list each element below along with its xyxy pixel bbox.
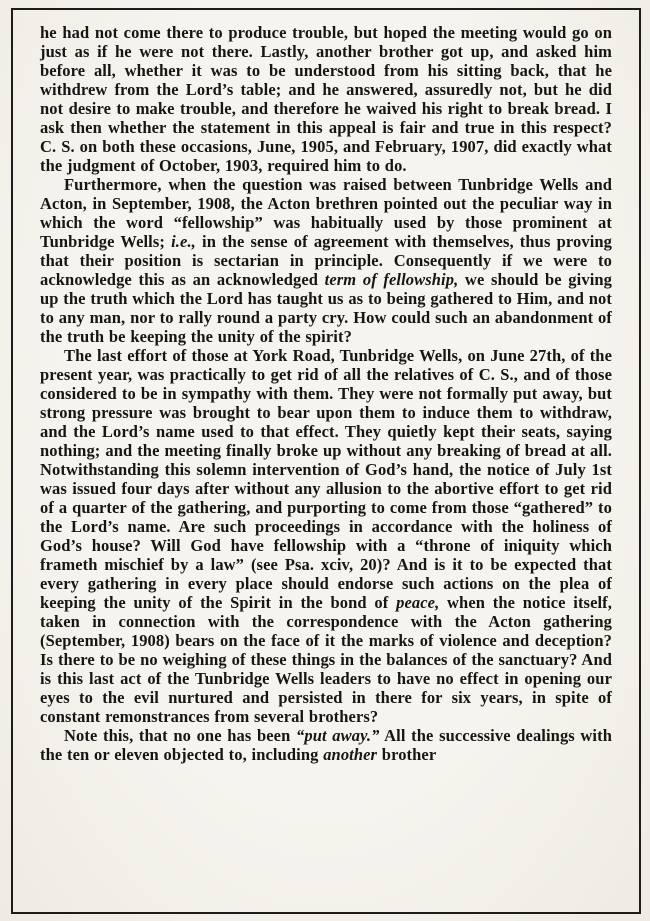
text-segment: The last effort of those at York Road, Tunbridge Wells, on June 27th, of the present year, was practically to get rid of all the relatives of C. S., and of those considered to be in sympathy with them. They were not formally put away, but strong pressure was brought to bear upon them to induce them to withdraw, and the Lord’s name used to that effect. They quietly kept their seats, saying nothing; and the meeting finally broke up without any breaking of bread at all. Notwithstanding this solemn intervention of God’s hand, the notice of July 1st was issued four days after without any allusion to the abortive effort to get rid of a quarter of the gathering, and purporting to come from those “gathered” to the Lord’s name. Are such proceedings in accordance with the holiness of God’s house? Will God have fellowship with a “throne of iniquity which frameth mischief by a law” (see Psa. xciv, 20)? And is it to be expected that every gathering in every place should endorse such actions on the plea of keeping the unity of the Spirit in the bond of: [40, 346, 612, 612]
text-segment-italic: i.e.,: [171, 232, 196, 251]
paragraph-furthermore: [40, 175, 612, 346]
text-segment-italic: “put away.”: [296, 726, 380, 745]
text-segment: we should be giving up the truth which the Lord has taught us as to being gathered to Him, and not to any man, nor to rally round a party cry. How could such an abandonment of the truth be keeping the unity of the spirit?: [40, 270, 613, 346]
text-segment: when the notice itself, taken in connection with the correspondence with the Acton gathering (September, 1908) bears on the face of it the marks of violence and deception? Is there to be no weighing of these things in the balances of the sanctuary? And is this last act of the Tunbridge Wells leaders to have no effect in opening our eyes to the evil nurtured and persisted in there for six years, in spite of constant remonstrances from several brothers?: [40, 593, 612, 726]
text-segment: brother: [377, 745, 437, 764]
paragraph-last-effort: [40, 346, 612, 726]
text-segment-italic: another: [323, 745, 378, 764]
text-segment-italic: peace,: [396, 593, 440, 612]
page-text: [40, 23, 612, 764]
text-segment: he had not come there to produce trouble, but hoped the meeting would go on just as if he were not there. Lastly, another brother got up, and asked him before all, whether it was to be understood from his sitting back, that he withdrew from the Lord’s table; and he answered, assuredly not, but he did not desire to make trouble, and therefore he waived his right to break bread. I ask then whether the statement in this appeal is fair and true in this respect? C. S. on both these occasions, June, 1905, and February, 1907, did exactly what the judgment of October, 1903, required him to do.: [40, 23, 612, 175]
text-segment: All the successive dealings with the ten or eleven objected to, including: [40, 726, 612, 764]
paragraph-continuation: [40, 23, 612, 175]
paragraph-note-this: [40, 726, 612, 764]
text-segment-italic: term of fellowship,: [324, 270, 459, 289]
text-segment: Note this, that no one has been: [64, 726, 296, 745]
text-segment: Furthermore, when the question was raised between Tunbridge Wells and Acton, in September, 1908, the Acton brethren pointed out the peculiar way in which the word “fellowship” was habitually used by those prominent at Tunbridge Wells;: [40, 175, 612, 251]
text-segment: in the sense of agreement with themselves, thus proving that their position is sectarian in principle. Consequently if we were to acknowledge this as an acknowledged: [40, 232, 613, 289]
